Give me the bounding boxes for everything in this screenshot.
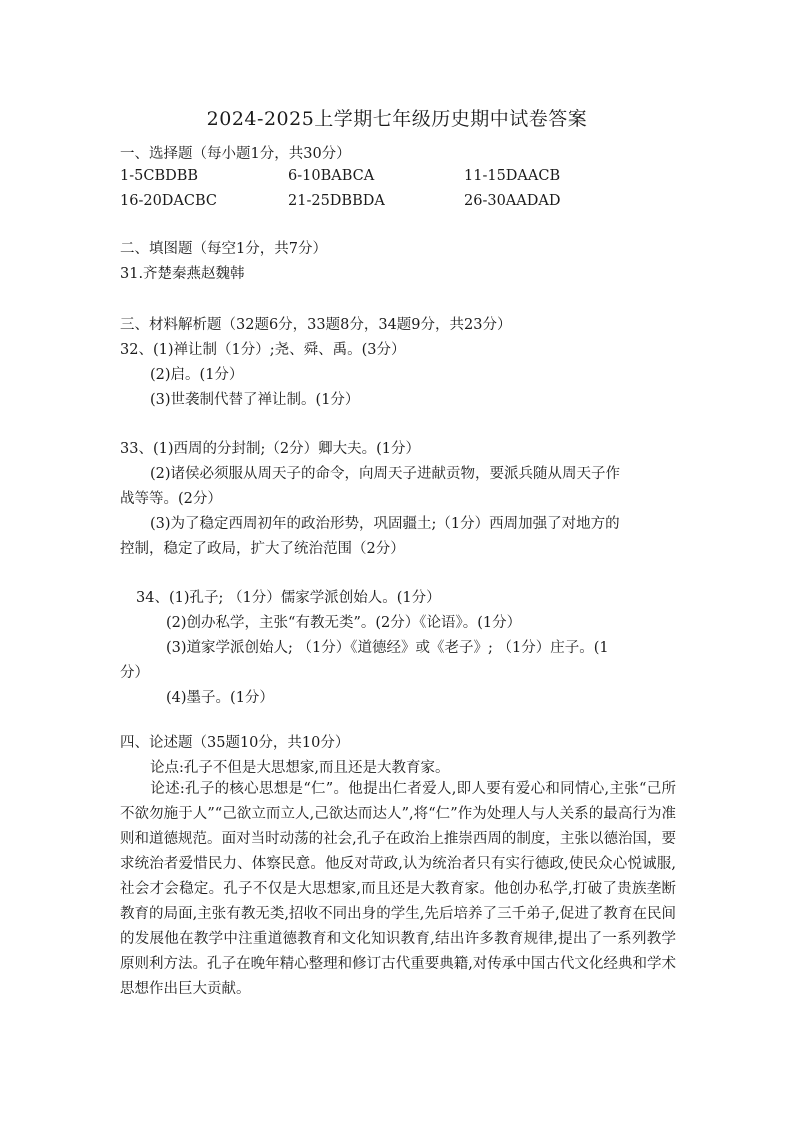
q33-line-1: 33、(1)西周的分封制;（2分）卿大夫。(1分） [120, 441, 420, 457]
q34-line-2: (2)创办私学，主张“有教无类”。(2分）《论语》。(1分） [166, 615, 522, 631]
q32-line-1: 32、(1)禅让制（1分）;尧、舜、禹。(3分） [120, 342, 406, 358]
answer-group: 6-10BABCA [288, 168, 375, 184]
q32-line-2: (2)启。(1分） [150, 367, 244, 383]
essay-argument-block [120, 777, 676, 1002]
q34-line-1: 34、(1)孔子; （1分）儒家学派创始人。(1分） [136, 590, 441, 606]
q34-line-3a: (3)道家学派创始人; （1分）《道德经》或《老子》; （1分）庄子。(1 [166, 640, 609, 656]
answer-group: 1-5CBDBB [120, 168, 199, 184]
q33-line-3a: (3)为了稳定西周初年的政治形势，巩固疆土;（1分）西周加强了对地方的 [150, 516, 620, 532]
q33-line-2a: (2)诸侯必须服从周天子的命令，向周天子进献贡物，要派兵随从周天子作 [150, 466, 621, 482]
q33-line-3b: 控制，稳定了政局，扩大了统治范围（2分） [120, 541, 405, 557]
q33-line-2b: 战等等。(2分） [120, 491, 222, 507]
answer-group: 16-20DACBC [120, 193, 218, 209]
page-title: 2024-2025上学期七年级历史期中试卷答案 [206, 108, 588, 130]
answer-group: 11-15DAACB [464, 168, 561, 184]
answer-group: 21-25DBBDA [288, 193, 385, 209]
q31-answer: 31.齐楚秦燕赵魏韩 [120, 266, 245, 282]
section1-heading: 一、选择题（每小题1分，共30分） [120, 146, 351, 162]
essay-thesis: 论点:孔子不但是大思想家,而且还是大教育家。 [150, 760, 450, 776]
essay-argument: 论述:孔子的核心思想是“仁”。他提出仁者爱人,即人要有爱心和同情心,主张“己所不欲勿施于人”“己欲立而立人,己欲达而达人”,将“仁”作为处理人与人关系的最高行为准则和道德规范。面对当时动荡的社会,孔子在政治上推崇西周的制度，主张以德治国，要求统治者爱惜民力、体察民意。他反对苛政,认为统治者只有实行德政,使民众心悦诚服,社会才会稳定。孔子不仅是大思想家,而且还是大教育家。他创办私学,打破了贵族垄断教育的局面,主张有教无类,招收不同出身的学生,先后培养了三千弟子,促进了教育在民间的发展他在教学中注重道德教育和文化知识教育,结出许多教育规律,提出了一系列教学原则利方法。孔子在晚年精心整理和修订古代重要典籍,对传承中国古代文化经典和学术思想作出巨大贡献。 [120, 781, 676, 997]
section2-heading: 二、填图题（每空1分，共7分） [120, 241, 327, 257]
answer-group: 26-30AADAD [464, 193, 561, 209]
q32-line-3: (3)世袭制代替了禅让制。(1分） [150, 392, 360, 408]
q34-line-4: (4)墨子。(1分） [166, 690, 274, 706]
section4-heading: 四、论述题（35题10分，共10分） [120, 735, 350, 751]
section3-heading: 三、材料解析题（32题6分，33题8分，34题9分，共23分） [120, 317, 512, 333]
q34-line-3b: 分） [120, 665, 149, 681]
